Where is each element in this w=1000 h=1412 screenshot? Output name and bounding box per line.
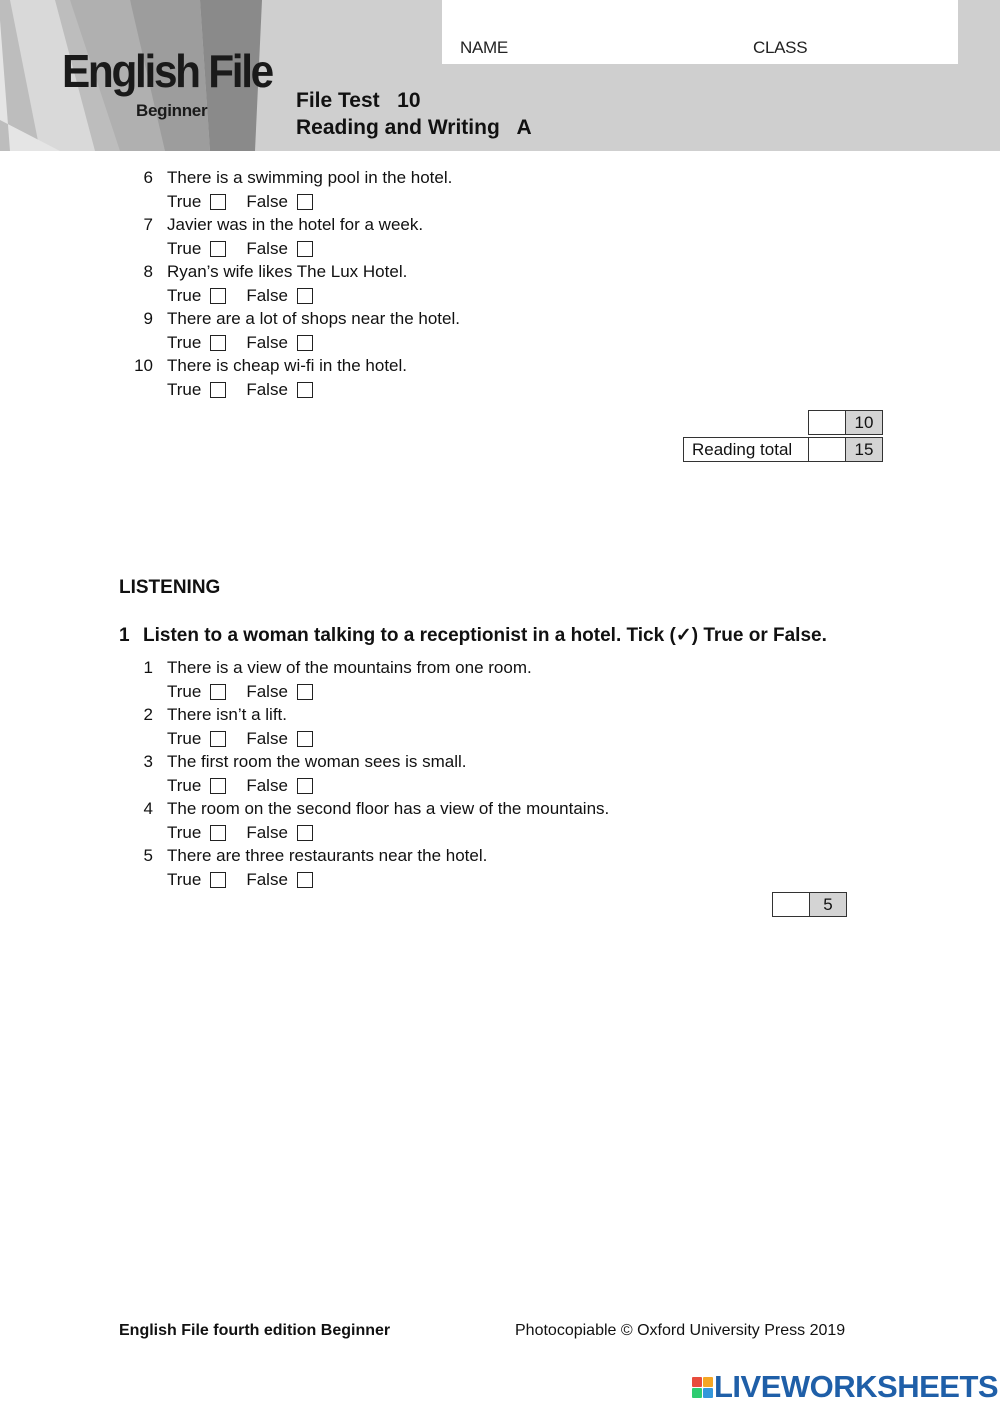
question-number: 7 [143,215,153,234]
true-false-row [167,728,333,749]
listening-score-box [772,892,847,917]
score-input[interactable] [809,411,846,435]
page-header [0,0,1000,151]
question-number: 4 [143,799,153,818]
true-label: True [167,775,202,795]
liveworksheets-icon [692,1377,714,1399]
true-label: True [167,379,202,399]
true-checkbox[interactable] [210,731,226,747]
footer-edition: English File fourth edition Beginner [119,1322,391,1339]
question-number: 6 [143,168,153,187]
false-checkbox[interactable] [297,825,313,841]
liveworksheets-text: LIVEWORKSHEETS [714,1369,999,1404]
true-false-row [167,869,333,890]
false-checkbox[interactable] [297,241,313,257]
true-false-row [167,775,333,796]
true-false-row [167,332,333,353]
true-checkbox[interactable] [210,684,226,700]
true-false-row [167,238,333,259]
false-label: False [246,285,288,305]
false-label: False [246,332,288,352]
total-max: 15 [846,438,883,462]
true-label: True [167,238,202,258]
false-checkbox[interactable] [297,731,313,747]
true-checkbox[interactable] [210,335,226,351]
true-checkbox[interactable] [210,872,226,888]
question-text: There isn’t a lift. [167,705,287,724]
false-label: False [246,681,288,701]
true-false-row [167,191,333,212]
false-label: False [246,238,288,258]
true-false-row [167,285,333,306]
false-label: False [246,869,288,889]
question-text: There is cheap wi-fi in the hotel. [167,356,408,375]
instruction-text: Listen to a woman talking to a receptionist in a hotel. Tick (✓) True or False. [143,625,827,646]
question-number: 1 [143,658,153,677]
section-title: LISTENING [119,577,221,598]
true-checkbox[interactable] [210,778,226,794]
true-label: True [167,191,202,211]
logo-subtitle: Beginner [136,101,208,120]
true-checkbox[interactable] [210,382,226,398]
true-label: True [167,681,202,701]
false-label: False [246,191,288,211]
question-number: 5 [143,846,153,865]
score-max: 10 [846,411,883,435]
true-label: True [167,285,202,305]
exercise-number: 1 [119,625,130,646]
question-text: There is a view of the mountains from one room. [167,658,532,677]
question-text: Ryan’s wife likes The Lux Hotel. [167,262,408,281]
name-class-box[interactable] [442,0,958,64]
true-checkbox[interactable] [210,825,226,841]
true-false-row [167,681,333,702]
true-label: True [167,728,202,748]
false-checkbox[interactable] [297,382,313,398]
false-checkbox[interactable] [297,288,313,304]
true-checkbox[interactable] [210,288,226,304]
question-number: 10 [134,356,153,375]
false-checkbox[interactable] [297,778,313,794]
name-label: NAME [460,38,508,57]
test-title: File Test 10 [296,89,421,112]
false-checkbox[interactable] [297,335,313,351]
score-max: 5 [810,893,847,917]
true-false-row [167,379,333,400]
true-label: True [167,822,202,842]
false-label: False [246,728,288,748]
class-label: CLASS [753,38,808,57]
question-number: 9 [143,309,153,328]
false-checkbox[interactable] [297,194,313,210]
question-text: There are three restaurants near the hotel. [167,846,488,865]
question-text: Javier was in the hotel for a week. [167,215,424,234]
false-checkbox[interactable] [297,872,313,888]
question-text: There is a swimming pool in the hotel. [167,168,453,187]
total-input[interactable] [809,438,846,462]
true-label: True [167,332,202,352]
test-subtitle: Reading and Writing A [296,116,532,139]
question-text: The first room the woman sees is small. [167,752,467,771]
question-text: The room on the second floor has a view of the mountains. [167,799,610,818]
reading-score-box [808,410,883,435]
question-number: 8 [143,262,153,281]
reading-total-label: Reading total [684,438,809,462]
true-false-row [167,822,333,843]
score-input[interactable] [773,893,810,917]
true-checkbox[interactable] [210,241,226,257]
false-label: False [246,775,288,795]
false-label: False [246,822,288,842]
logo-title: English File [62,45,272,97]
question-text: There are a lot of shops near the hotel. [167,309,460,328]
question-number: 2 [143,705,153,724]
footer-copyright: Photocopiable © Oxford University Press 2019 [515,1322,846,1339]
true-label: True [167,869,202,889]
true-checkbox[interactable] [210,194,226,210]
exercise-instruction [119,624,827,647]
reading-total-box [683,437,883,462]
false-checkbox[interactable] [297,684,313,700]
question-number: 3 [143,752,153,771]
false-label: False [246,379,288,399]
